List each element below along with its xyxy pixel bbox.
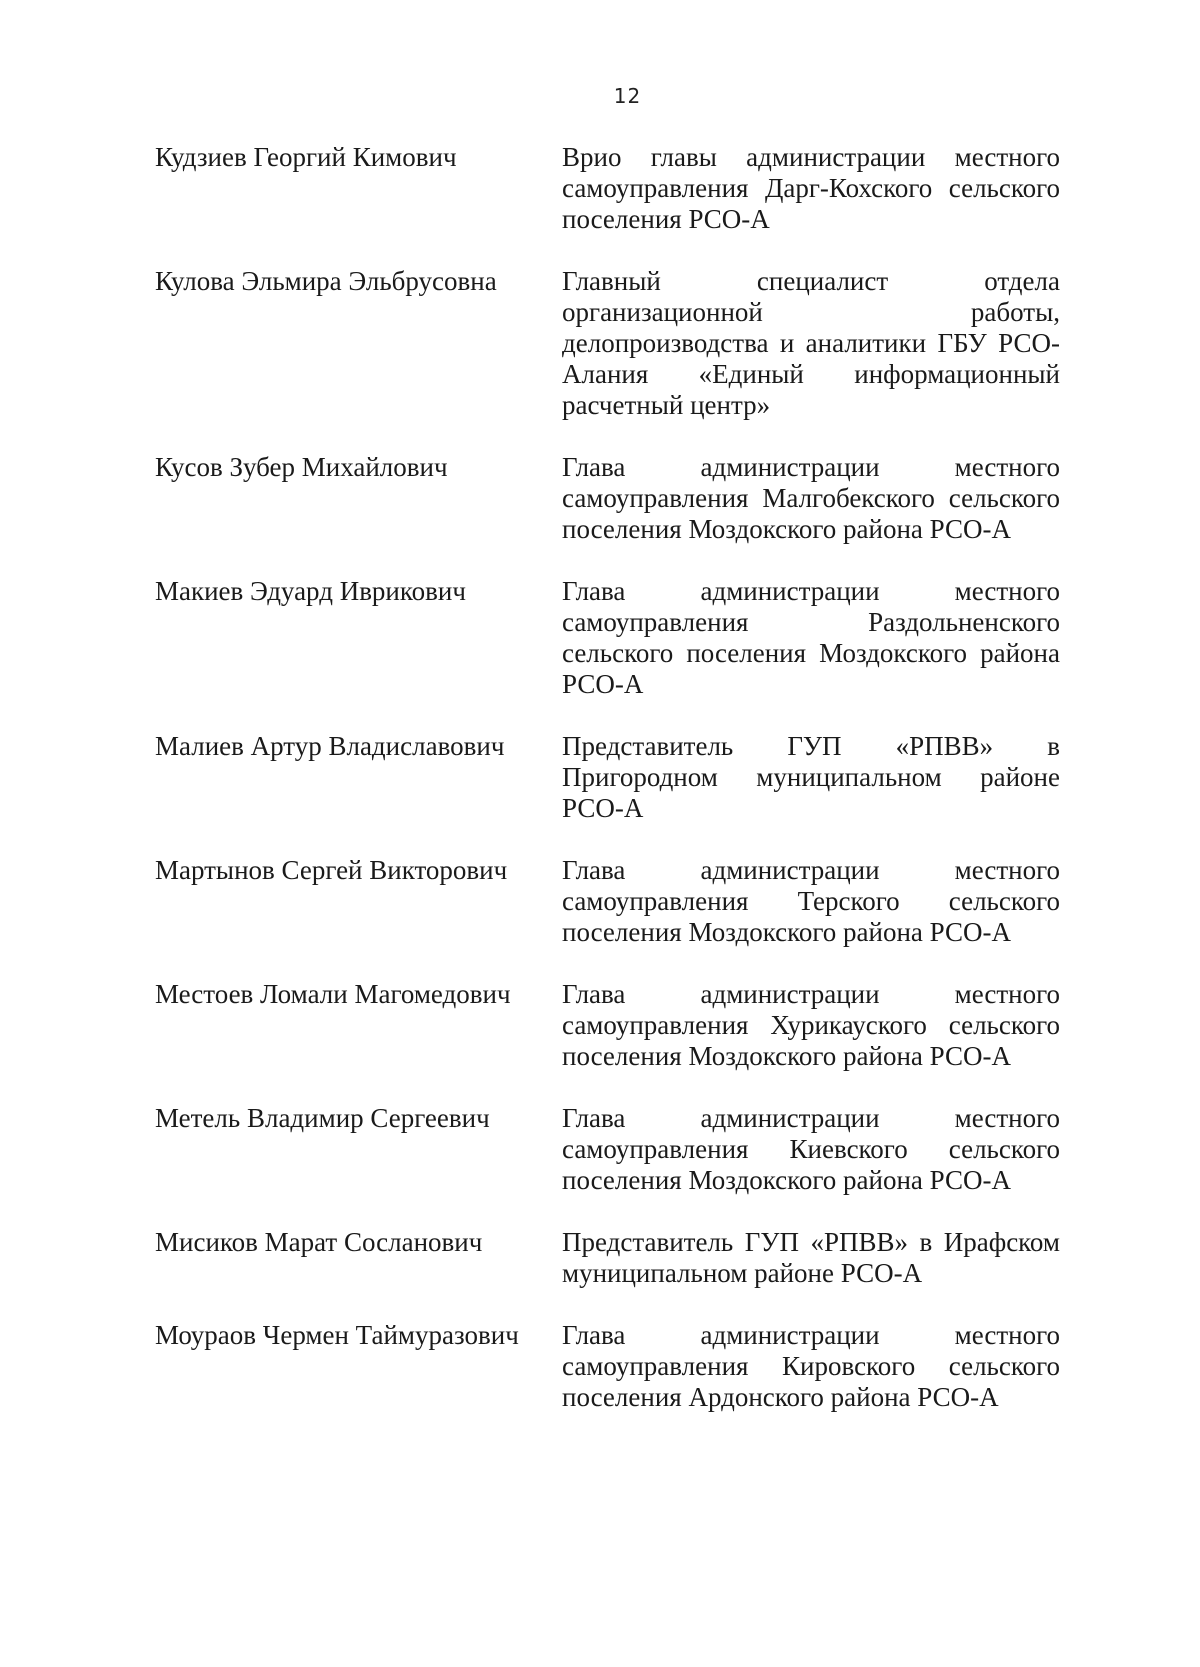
list-item bbox=[155, 1227, 1060, 1289]
list-item bbox=[155, 1320, 1060, 1413]
list-item bbox=[155, 452, 1060, 545]
person-position: Главный специалист отдела организационной работы, делопроизводства и аналитики ГБУ РСО-Алания «Единый информационный расчетный центр» bbox=[562, 266, 1060, 420]
person-name: Метель Владимир Сергеевич bbox=[155, 1103, 490, 1133]
list-item bbox=[155, 979, 1060, 1072]
person-name: Кулова Эльмира Эльбрусовна bbox=[155, 266, 497, 296]
person-position: Глава администрации местного самоуправления Раздольненского сельского поселения Моздокского района РСО-А bbox=[562, 576, 1060, 699]
person-position: Представитель ГУП «РПВВ» в Пригородном муниципальном районе РСО-А bbox=[562, 731, 1060, 823]
list-item bbox=[155, 855, 1060, 948]
list-item bbox=[155, 1103, 1060, 1196]
list-item bbox=[155, 142, 1060, 235]
person-name: Малиев Артур Владиславович bbox=[155, 731, 505, 761]
person-position: Глава администрации местного самоуправления Кировского сельского поселения Ардонского района РСО-А bbox=[562, 1320, 1060, 1412]
list-item bbox=[155, 266, 1060, 421]
person-name: Кудзиев Георгий Кимович bbox=[155, 142, 457, 172]
person-name: Макиев Эдуард Иврикович bbox=[155, 576, 466, 606]
person-position: Врио главы администрации местного самоуправления Дарг-Кохского сельского поселения РСО-А bbox=[562, 142, 1060, 234]
person-position: Глава администрации местного самоуправления Малгобекского сельского поселения Моздокского района РСО-А bbox=[562, 452, 1060, 544]
person-position: Представитель ГУП «РПВВ» в Ирафском муниципальном районе РСО-А bbox=[562, 1227, 1060, 1288]
person-name: Местоев Ломали Магомедович bbox=[155, 979, 511, 1009]
person-position: Глава администрации местного самоуправления Терского сельского поселения Моздокского района РСО-А bbox=[562, 855, 1060, 947]
person-name: Кусов Зубер Михайлович bbox=[155, 452, 448, 482]
person-position: Глава администрации местного самоуправления Хурикауского сельского поселения Моздокского района РСО-А bbox=[562, 979, 1060, 1071]
person-name: Мисиков Марат Сосланович bbox=[155, 1227, 483, 1257]
page-number: 12 bbox=[613, 84, 642, 108]
list-item bbox=[155, 576, 1060, 700]
person-name: Мартынов Сергей Викторович bbox=[155, 855, 508, 885]
personnel-list bbox=[155, 142, 1060, 1444]
person-position: Глава администрации местного самоуправления Киевского сельского поселения Моздокского района РСО-А bbox=[562, 1103, 1060, 1195]
list-item bbox=[155, 731, 1060, 824]
person-name: Моураов Чермен Таймуразович bbox=[155, 1320, 519, 1350]
